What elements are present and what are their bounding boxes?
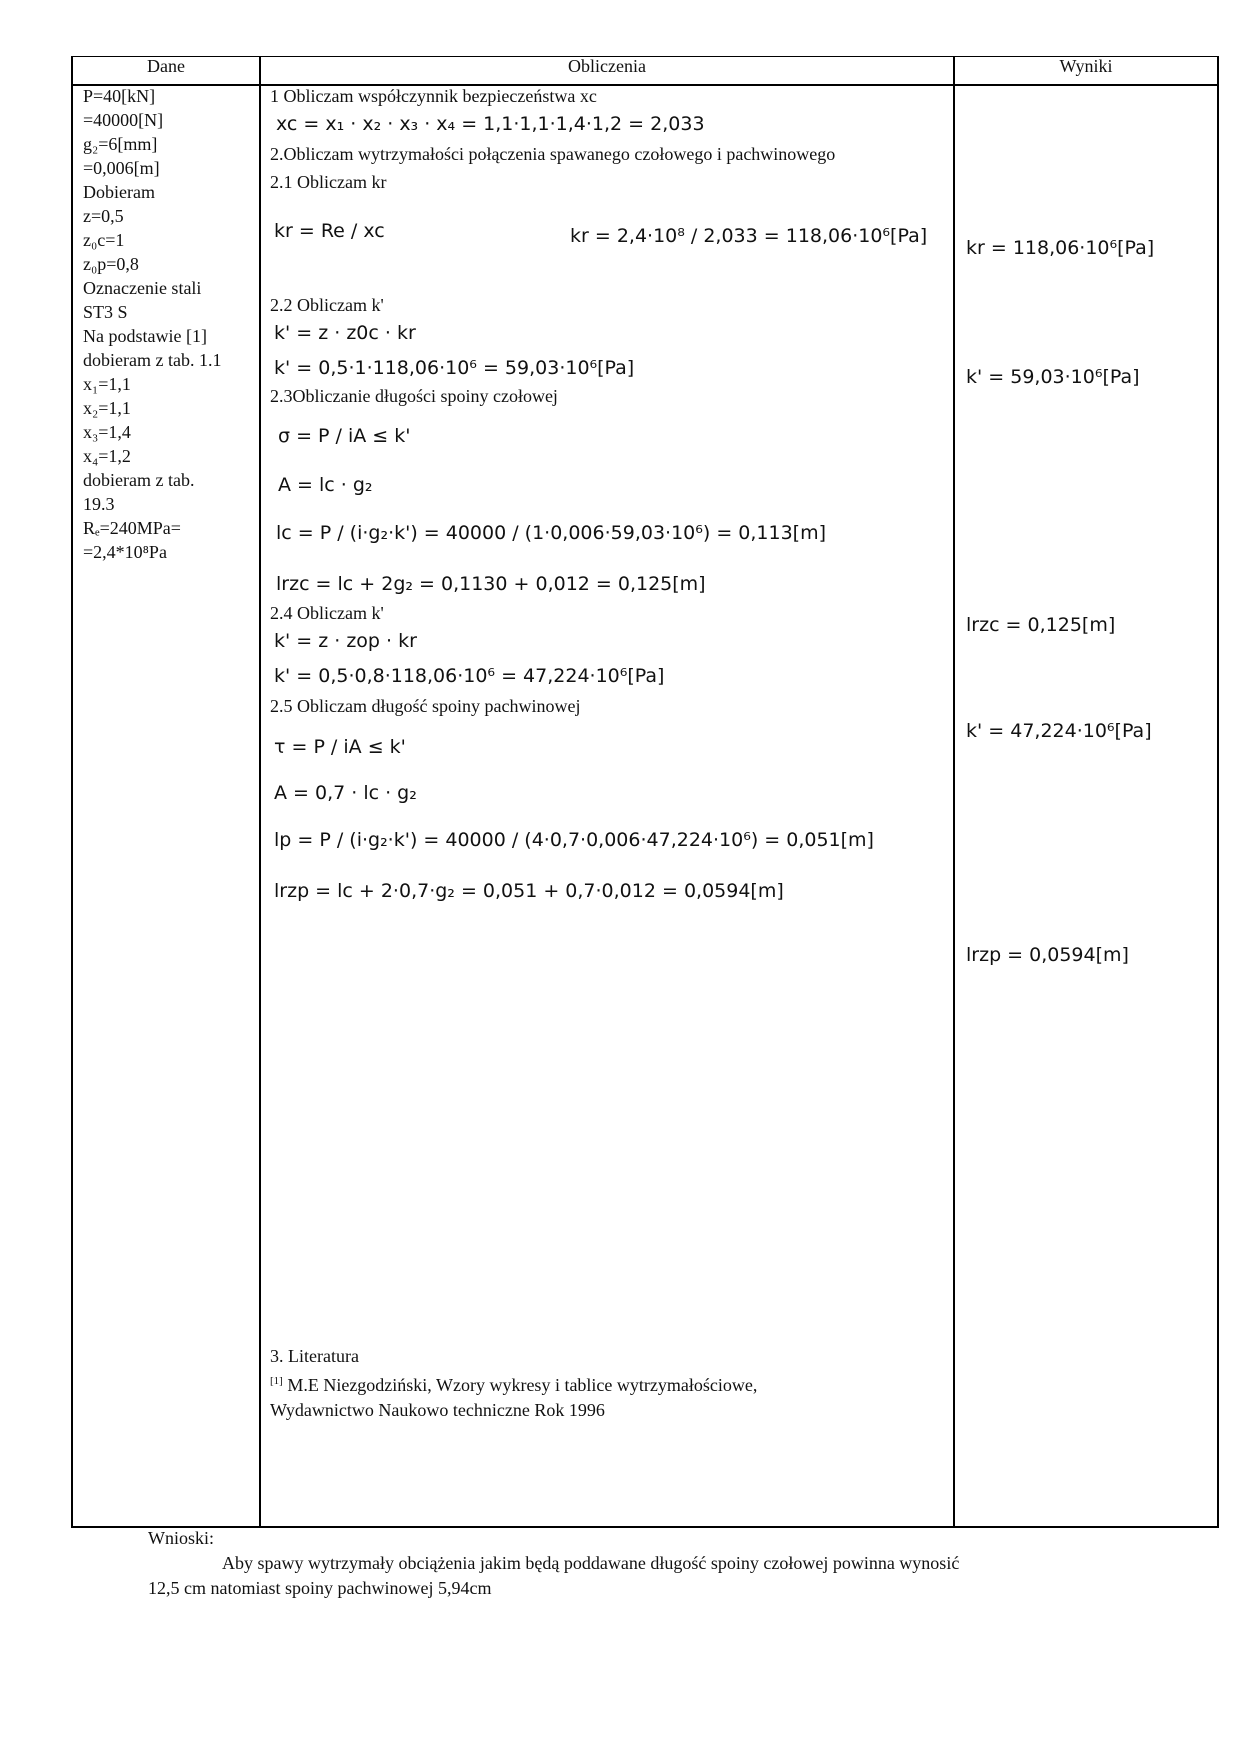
formula-area-czolowa: A = lc · g₂ bbox=[278, 474, 373, 496]
dane-item: x₁=1,1 bbox=[83, 374, 131, 394]
section-2-3-heading: 2.3Obliczanie długości spoiny czołowej bbox=[270, 386, 558, 406]
reference-line-2: Wydawnictwo Naukowo techniczne Rok 1996 bbox=[270, 1400, 605, 1420]
section-2-2-heading: 2.2 Obliczam k' bbox=[270, 295, 384, 315]
formula-tau: τ = P / iA ≤ k' bbox=[274, 736, 406, 758]
dane-item: P=40[kN] bbox=[83, 86, 156, 106]
dane-item: x₃=1,4 bbox=[83, 422, 131, 442]
header-dane: Dane bbox=[147, 56, 185, 76]
formula-k-prime-op-def: k' = z · zop · kr bbox=[274, 630, 417, 652]
formula-kr-value: kr = 2,4·10⁸ / 2,033 = 118,06·10⁶[Pa] bbox=[570, 225, 928, 247]
literatura-reference bbox=[270, 1369, 757, 1398]
literatura-title: 3. Literatura bbox=[270, 1346, 359, 1366]
formula-lrzp: lrzp = lc + 2·0,7·g₂ = 0,051 + 0,7·0,012 = 0,0594[m] bbox=[274, 880, 784, 902]
dane-item: x₂=1,1 bbox=[83, 398, 131, 418]
formula-xc: xc = x₁ · x₂ · x₃ · x₄ = 1,1·1,1·1,4·1,2 = 2,033 bbox=[276, 113, 705, 135]
reference-line-1: M.E Niezgodziński, Wzory wykresy i tablice wytrzymałościowe, bbox=[282, 1375, 758, 1395]
formula-lp: lp = P / (i·g₂·k') = 40000 / (4·0,7·0,006·47,224·10⁶) = 0,051[m] bbox=[274, 829, 874, 851]
dane-item: Na podstawie [1] bbox=[83, 326, 207, 346]
dane-item: z₀c=1 bbox=[83, 230, 125, 250]
wnioski-block bbox=[148, 1526, 959, 1601]
formula-area-pachwinowa: A = 0,7 · lc · g₂ bbox=[274, 782, 417, 804]
formula-lc: lc = P / (i·g₂·k') = 40000 / (1·0,006·59,03·10⁶) = 0,113[m] bbox=[276, 522, 827, 544]
formula-k-prime-value: k' = 0,5·1·118,06·10⁶ = 59,03·10⁶[Pa] bbox=[274, 357, 635, 379]
formula-k-prime-def: k' = z · z0c · kr bbox=[274, 322, 416, 344]
section-1-heading: 1 Obliczam współczynnik bezpieczeństwa xc bbox=[270, 86, 597, 106]
formula-kr-def: kr = Re / xc bbox=[274, 220, 385, 242]
dane-column bbox=[83, 84, 263, 564]
section-2-heading: 2.Obliczam wytrzymałości połączenia spawanego czołowego i pachwinowego bbox=[270, 144, 836, 164]
dane-item: =2,4*10⁸Pa bbox=[83, 542, 167, 562]
dane-item: x₄=1,2 bbox=[83, 446, 131, 466]
result-k-prime-czolowa: k' = 59,03·10⁶[Pa] bbox=[966, 366, 1140, 388]
dane-item: Dobieram bbox=[83, 182, 155, 202]
dane-item: ST3 S bbox=[83, 302, 128, 322]
dane-item: g₂=6[mm] bbox=[83, 134, 158, 154]
wnioski-line-1: Aby spawy wytrzymały obciążenia jakim będą poddawane długość spoiny czołowej powinna wynosić bbox=[222, 1553, 960, 1573]
dane-item: =40000[N] bbox=[83, 110, 164, 130]
dane-item: =0,006[m] bbox=[83, 158, 160, 178]
literatura-block bbox=[270, 1344, 757, 1423]
header-wyniki: Wyniki bbox=[1059, 56, 1113, 76]
result-kr: kr = 118,06·10⁶[Pa] bbox=[966, 237, 1155, 259]
wnioski-title: Wnioski: bbox=[148, 1528, 214, 1548]
result-k-prime-pachwinowa: k' = 47,224·10⁶[Pa] bbox=[966, 720, 1152, 742]
wnioski-line-2: 12,5 cm natomiast spoiny pachwinowej 5,94cm bbox=[148, 1578, 492, 1598]
dane-item: dobieram z tab. 1.1 bbox=[83, 350, 222, 370]
dane-item: z=0,5 bbox=[83, 206, 124, 226]
dane-item: dobieram z tab. bbox=[83, 470, 195, 490]
formula-k-prime-op-value: k' = 0,5·0,8·118,06·10⁶ = 47,224·10⁶[Pa] bbox=[274, 665, 665, 687]
header-obliczenia: Obliczenia bbox=[568, 56, 646, 76]
result-lrzp: lrzp = 0,0594[m] bbox=[966, 944, 1129, 966]
table-right-border bbox=[1217, 56, 1219, 1528]
result-lrzc: lrzc = 0,125[m] bbox=[966, 614, 1116, 636]
formula-lrzc: lrzc = lc + 2g₂ = 0,1130 + 0,012 = 0,125[m] bbox=[276, 573, 706, 595]
formula-sigma: σ = P / iA ≤ k' bbox=[278, 425, 411, 447]
dane-item: Oznaczenie stali bbox=[83, 278, 202, 298]
section-2-1-heading: 2.1 Obliczam kr bbox=[270, 172, 387, 192]
section-2-5-heading: 2.5 Obliczam długość spoiny pachwinowej bbox=[270, 696, 581, 716]
reference-mark: [1] bbox=[270, 1375, 283, 1387]
section-2-4-heading: 2.4 Obliczam k' bbox=[270, 603, 384, 623]
dane-item: z₀p=0,8 bbox=[83, 254, 139, 274]
dane-item: Rₑ=240MPa= bbox=[83, 518, 181, 538]
dane-item: 19.3 bbox=[83, 494, 115, 514]
col-divider-2 bbox=[953, 56, 955, 1528]
table-left-border bbox=[71, 56, 73, 1528]
